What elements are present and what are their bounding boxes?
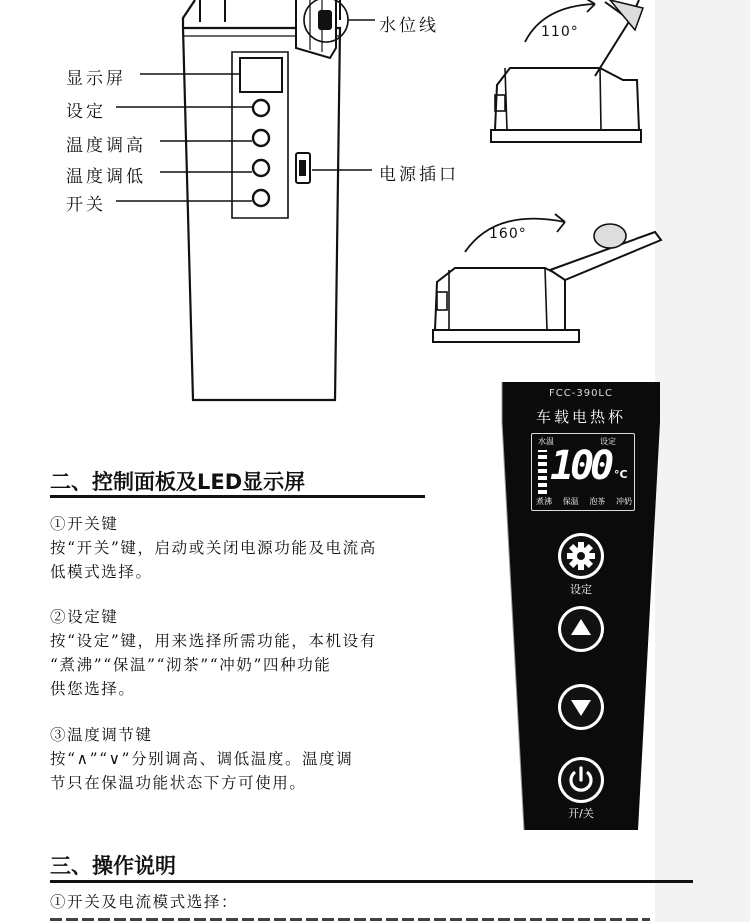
label-display: 显示屏 [66,69,126,89]
angle-110-label: 110° [541,24,579,40]
section2-item-set [50,605,440,701]
triangle-up-icon [558,606,604,652]
label-power-socket: 电源插口 [379,165,459,185]
label-water-line: 水位线 [379,16,439,36]
cut-off-text-line [50,914,650,922]
angle-160-label: 160° [489,226,527,242]
item-line: 节只在保温功能状态下方可使用。 [50,774,307,792]
panel-model: FCC-390LC [549,388,613,399]
page-edge-strip [655,0,750,922]
panel-product-name: 车载电热杯 [535,408,626,426]
label-set: 设定 [66,102,106,122]
lcd-screen [531,433,635,511]
item-line: 供您选择。 [50,680,136,698]
section3-item1 [50,890,650,914]
item-heading: ①开关键 [50,515,119,533]
lcd-water-temp-label: 水温 [538,437,554,446]
power-button-label: 开/关 [568,807,594,820]
item-line: 按“设定”键，用来选择所需功能，本机设有 [50,632,377,650]
temp-up-button[interactable] [558,606,604,652]
item-line: 按“开关”键，启动或关闭电源功能及电流高 [50,539,377,557]
label-temp-up: 温度调高 [66,136,146,156]
section2-item-temp [50,723,440,795]
item-heading: ①开关及电流模式选择： [50,893,239,911]
section3-title: 三、操作说明 [50,854,176,878]
lcd-temperature-value: 100 [550,443,611,489]
lcd-level-bars [538,450,547,494]
label-temp-down: 温度调低 [66,167,146,187]
lcd-mode-boil: 煮沸 [536,497,552,506]
item-line: 低模式选择。 [50,563,153,581]
temp-down-button[interactable] [558,684,604,730]
set-button-label: 设定 [570,583,592,596]
lcd-mode-keep-warm: 保温 [562,497,579,506]
set-button[interactable] [558,533,604,579]
power-icon [558,757,604,803]
item-heading: ③温度调节键 [50,726,153,744]
item-heading: ②设定键 [50,608,119,626]
gear-icon [558,533,604,579]
lid-open-diagrams [425,0,665,360]
item-line: “煮沸”“保温”“沏茶”“冲奶”四种功能 [50,656,332,674]
lcd-unit: °C [614,468,628,481]
section2-rule [50,495,425,498]
lcd-mode-row [536,496,632,507]
section2-title: 二、控制面板及LED显示屏 [50,470,306,494]
lcd-mode-tea: 泡茶 [589,497,606,506]
section2-item-switch [50,512,440,584]
power-button[interactable] [558,757,604,803]
lcd-mode-milk: 冲奶 [615,497,632,506]
triangle-down-icon [558,684,604,730]
lcd-set-label: 设定 [600,437,616,446]
item-line: 按“∧”“∨”分别调高、调低温度。温度调 [50,750,354,768]
label-switch: 开关 [66,195,106,215]
section3-rule [50,880,693,883]
